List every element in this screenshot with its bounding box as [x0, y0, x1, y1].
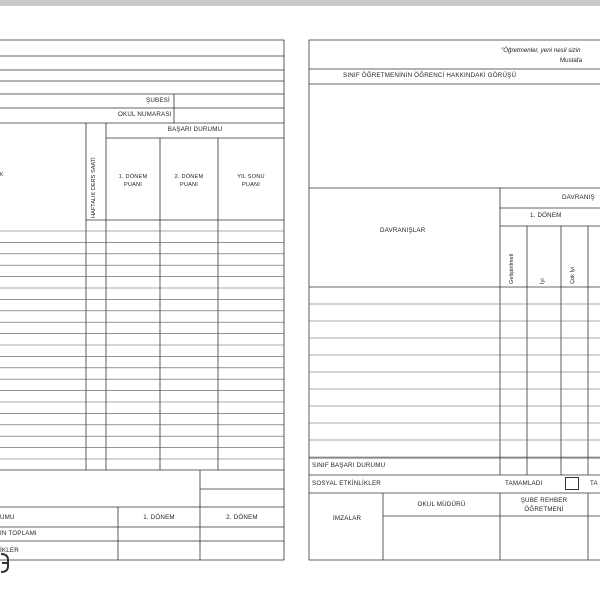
davranis-header: DAVRANIŞ — [562, 194, 595, 201]
davranislar-label: DAVRANIŞLAR — [380, 227, 426, 234]
basari-durumu-header: BAŞARI DURUMU — [167, 126, 223, 133]
bottom-2-donem-label: 2. DÖNEM — [226, 514, 258, 521]
teacher-opinion-header: SINIF ÖĞRETMENİNİN ÖĞRENCİ HAKKINDAKİ GÖRÜŞÜ — [343, 72, 517, 79]
bottom-toplami-label: IN TOPLAMI — [0, 530, 37, 537]
tamamladi-checkbox[interactable] — [565, 477, 579, 490]
okul-numarasi-label: OKUL NUMARASI — [118, 111, 172, 118]
cut-row-label: K — [0, 172, 4, 178]
col-yil-sonu-header: YIL SONU PUANI — [237, 174, 265, 188]
gelistirilmeli-label: Geliştirilmeli — [509, 253, 515, 284]
ataturk-quote-line1: "Öğretmenler, yeni nesil sizin — [501, 47, 581, 54]
cok-iyi-label: Çok İyi — [570, 266, 576, 284]
bottom-umu-label: UMU — [0, 514, 15, 521]
imzalar-label: İMZALAR — [333, 515, 362, 522]
sosyal-etkinlikler-label: SOSYAL ETKİNLİKLER — [312, 480, 381, 487]
col-2-donem-header: 2. DÖNEM PUANI — [174, 174, 204, 188]
sinif-basari-label: SINIF BAŞARI DURUMU — [312, 462, 386, 469]
watermark-logo-icon — [0, 552, 9, 574]
bottom-ikler-label: İKLER — [0, 547, 19, 554]
donem-1-header: 1. DÖNEM — [530, 212, 562, 219]
col-1-donem-header: 1. DÖNEM PUANI — [118, 174, 148, 188]
okul-muduru-label: OKUL MÜDÜRÜ — [417, 501, 466, 508]
tamamladi-cut-label: TA — [590, 480, 598, 487]
sube-rehber-ogretmeni-label: ŞUBE REHBER ÖĞRETMENİ — [520, 497, 568, 513]
iyi-label: İyi — [540, 278, 546, 284]
haftalik-ders-saati-label: HAFTALIK DERS SAATİ — [91, 157, 97, 218]
subesi-label: ŞUBESİ — [146, 97, 170, 104]
bottom-1-donem-label: 1. DÖNEM — [143, 514, 175, 521]
tamamladi-label: TAMAMLADI — [505, 480, 543, 487]
ataturk-quote-line2: Mustafa — [560, 57, 583, 64]
